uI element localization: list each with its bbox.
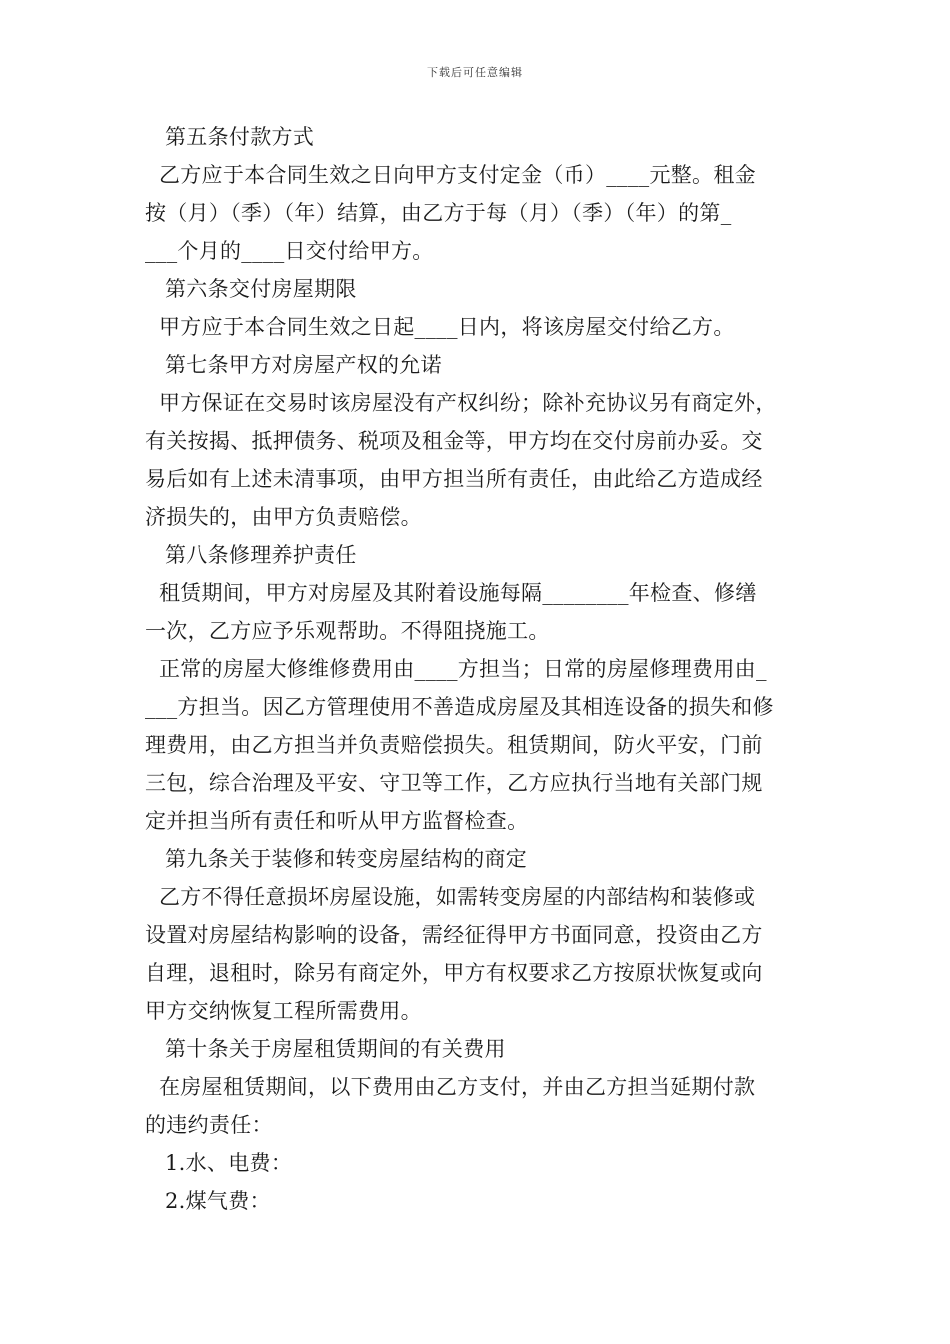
paragraph-line: 三包，综合治理及平安、守卫等工作，乙方应执行当地有关部门规 (145, 771, 763, 795)
section-heading-7: 第七条甲方对房屋产权的允诺 (165, 353, 442, 377)
paragraph-line: 甲方交纳恢复工程所需费用。 (145, 999, 422, 1023)
paragraph-line: 正常的房屋大修维修费用由____方担当；日常的房屋修理费用由_ (145, 657, 767, 681)
section-heading-10: 第十条关于房屋租赁期间的有关费用 (165, 1037, 506, 1061)
paragraph-line: 自理，退租时，除另有商定外，甲方有权要求乙方按原状恢复或向 (145, 961, 763, 985)
section-heading-5: 第五条付款方式 (165, 125, 315, 149)
paragraph-line: 按（月）（季）（年）结算，由乙方于每（月）（季）（年）的第_ (145, 201, 732, 225)
paragraph-line: 乙方应于本合同生效之日向甲方支付定金（币）____元整。租金 (145, 163, 756, 187)
paragraph-line: 有关按揭、抵押债务、税项及租金等，甲方均在交付房前办妥。交 (145, 429, 763, 453)
section-heading-9: 第九条关于装修和转变房屋结构的商定 (165, 847, 528, 871)
paragraph-line: 设置对房屋结构影响的设备，需经征得甲方书面同意，投资由乙方 (145, 923, 763, 947)
paragraph-line: 乙方不得任意损坏房屋设施，如需转变房屋的内部结构和装修或 (145, 885, 756, 909)
paragraph-line: 易后如有上述未清事项，由甲方担当所有责任，由此给乙方造成经 (145, 467, 763, 491)
section-heading-6: 第六条交付房屋期限 (165, 277, 357, 301)
paragraph-line: 理费用，由乙方担当并负责赔偿损失。租赁期间，防火平安，门前 (145, 733, 763, 757)
paragraph-line: 甲方保证在交易时该房屋没有产权纠纷；除补充协议另有商定外， (145, 391, 777, 415)
paragraph-line: 定并担当所有责任和听从甲方监督检查。 (145, 809, 529, 833)
paragraph-line: ___方担当。因乙方管理使用不善造成房屋及其相连设备的损失和修 (145, 695, 774, 719)
paragraph-line: 一次，乙方应予乐观帮助。不得阻挠施工。 (145, 619, 550, 643)
page-header: 下载后可任意编辑 (427, 66, 523, 79)
list-item-2: 2.煤气费： (165, 1189, 271, 1213)
paragraph-line: 租赁期间，甲方对房屋及其附着设施每隔________年检查、修缮 (145, 581, 757, 605)
paragraph-line: 甲方应于本合同生效之日起____日内，将该房屋交付给乙方。 (145, 315, 735, 339)
paragraph-line: 济损失的，由甲方负责赔偿。 (145, 505, 422, 529)
section-heading-8: 第八条修理养护责任 (165, 543, 357, 567)
paragraph-line: 的违约责任： (145, 1113, 273, 1137)
document-body (145, 118, 815, 1220)
list-item-1: 1.水、电费： (165, 1151, 293, 1175)
paragraph-line: 在房屋租赁期间，以下费用由乙方支付，并由乙方担当延期付款 (145, 1075, 756, 1099)
paragraph-line: ___个月的____日交付给甲方。 (145, 239, 434, 263)
